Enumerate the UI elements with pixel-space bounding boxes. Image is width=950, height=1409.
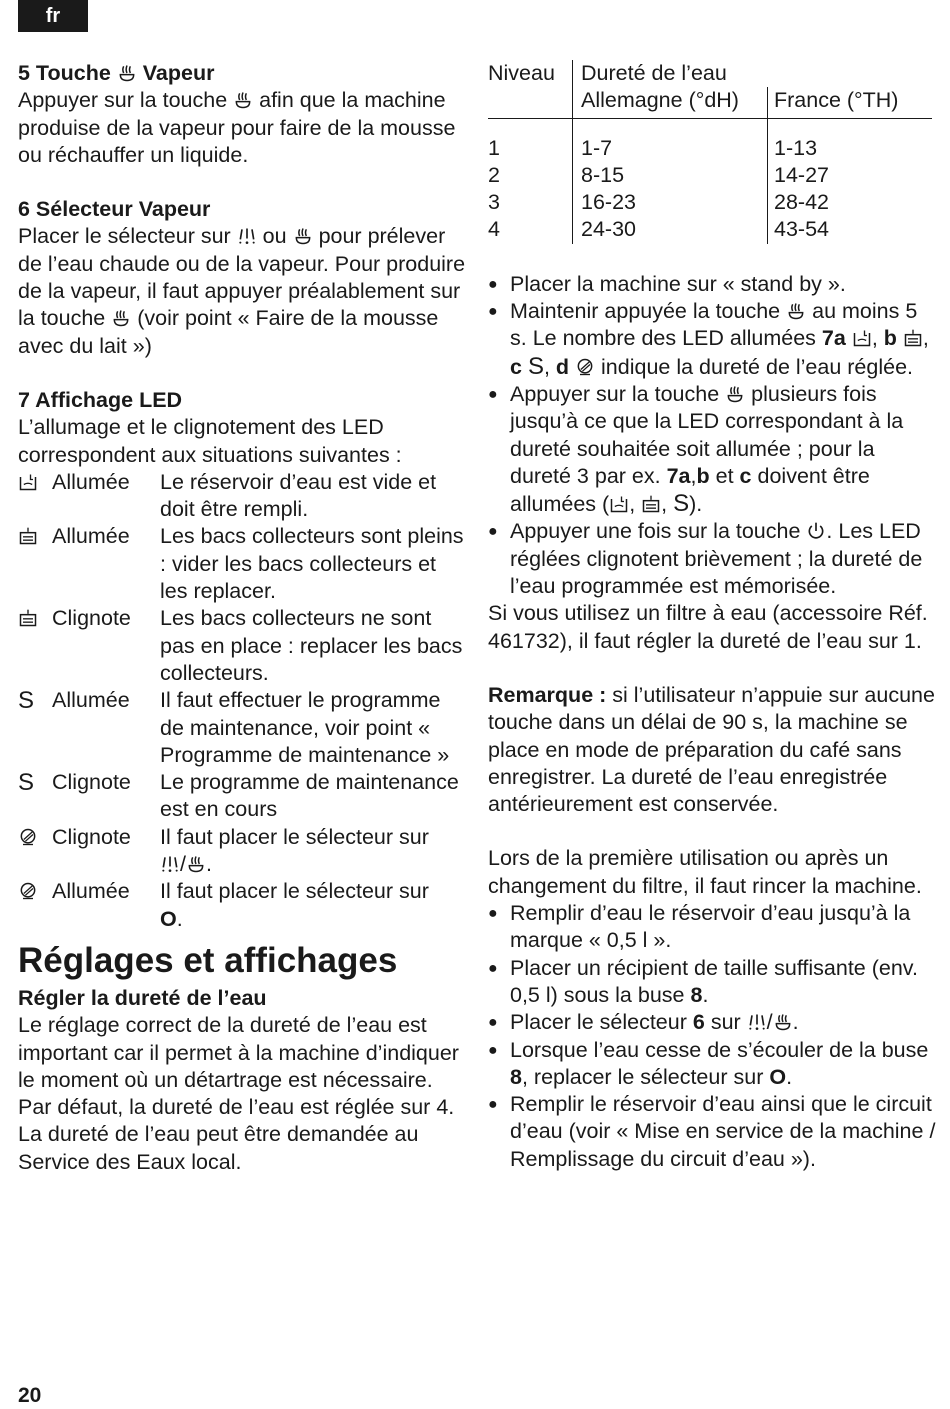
page-number: 20 [18,1384,42,1407]
section-6-title: 6 Sélecteur Vapeur [18,197,211,222]
list-item: ● Maintenir appuyée la touche au moins 5 s. Le nombre des LED allumées 7a , b , c S, d indique la dureté de l’eau réglée. [488,298,936,381]
rinse-steps [488,900,936,1173]
section-heading: Réglages et affichages [18,940,398,980]
led-desc: Il faut placer le sélecteur sur / . [160,824,429,877]
steam-icon [233,90,253,110]
hardness-paragraph: Le réglage correct de la dureté de l’eau est important car il permet à la machine d’indiquer le moment où un détartrage est nécessaire. Par défaut, la dureté de l’eau est réglée sur 4. [18,1013,459,1120]
header-hardness: Dureté de l’eau [581,61,727,85]
hardness-service-paragraph: La dureté de l’eau peut être demandée au Service des Eaux local. [18,1122,419,1174]
led-row [18,469,468,524]
list-item: ● Remplir le réservoir d’eau ainsi que le circuit d’eau (voir « Mise en service de la machine / Remplissage du circuit d’eau »). [488,1091,936,1173]
led-desc: Le programme de maintenance est en cours [160,770,459,822]
water-tank-icon [609,494,629,514]
list-item: ● Lorsque l’eau cesse de s’écouler de la buse 8, replacer le sélecteur sur O. [488,1037,936,1092]
header-level: Niveau [488,60,573,87]
selector-icon [18,827,38,847]
hardness-steps [488,271,936,601]
steam-icon [773,1012,793,1032]
list-item: ● Placer la machine sur « stand by ». [488,271,936,298]
selector-icon [18,881,38,901]
led-row [18,523,468,605]
table-row: 1 1-7 1-13 [488,118,932,162]
first-use-paragraph: Lors de la première utilisation ou après un changement du filtre, il faut rincer la machine. [488,846,922,898]
led-desc: Il faut effectuer le programme de maintenance, voir point « Programme de maintenance » [160,688,450,767]
list-item: ● Appuyer une fois sur la touche . Les LED réglées clignotent brièvement ; la dureté de l’eau programmée est mémorisée. [488,518,936,600]
header-france: France (°TH) [768,87,933,118]
led-row [18,687,468,769]
subsection-title: Régler la dureté de l’eau [18,985,267,1010]
right-column [488,60,936,1173]
left-column [18,60,468,1176]
section-7-title: 7 Affichage LED [18,387,183,412]
table-row: 3 16-23 28-42 [488,189,932,216]
list-item: ● Appuyer sur la touche plusieurs fois jusqu’à ce que la LED correspondant à la dureté souhaitée soit allumée ; pour la dureté 3 par ex. 7a,b et c doivent être allumées ( , , S). [488,381,936,518]
water-tank-icon [852,328,872,348]
steam-icon [111,308,131,328]
language-tab: fr [18,0,88,32]
filter-paragraph: Si vous utilisez un filtre à eau (accessoire Réf. 461732), il faut régler la dureté de l’eau sur 1. [488,601,928,653]
list-item: ● Placer le sélecteur 6 sur / . [488,1009,936,1036]
led-desc: Les bacs collecteurs ne sont pas en place : replacer les bacs collecteurs. [160,606,463,685]
list-item: ● Placer un récipient de taille suffisante (env. 0,5 l) sous la buse 8. [488,955,936,1010]
drip-tray-icon [18,526,38,546]
table-row: 4 24-30 43-54 [488,216,932,243]
selector-icon [575,357,595,377]
drip-tray-icon [641,494,661,514]
led-state: Clignote [52,824,131,849]
led-desc: Le réservoir d’eau est vide et doit être rempli. [160,469,437,522]
drip-tray-icon [903,328,923,348]
remark-paragraph: Remarque : si l’utilisateur n’appuie sur aucune touche dans un délai de 90 s, la machine se place en mode de préparation du café sans enregistrer. La dureté de l’eau enregistrée antérieurement est conservée. [488,682,935,817]
steam-icon [117,63,137,83]
section-7-intro: L’allumage et le clignotement des LED correspondent aux situations suivantes : [18,415,402,467]
led-row [18,605,468,687]
steam-icon [186,854,206,874]
power-icon [806,521,826,541]
led-state: Allumée [52,469,130,494]
steam-icon [293,226,313,246]
water-tank-icon [18,472,38,492]
service-s-icon: S [18,769,35,797]
hardness-table [488,60,932,244]
led-state: Allumée [52,524,130,549]
section-6-body: Placer le sélecteur sur ou pour prélever de l’eau chaude ou de la vapeur. Pour produire de la vapeur, il faut appuyer préalablement sur la touche (voir point « Faire de la mousse avec du lait ») [18,224,466,358]
hot-water-icon [160,854,180,874]
led-desc: Il faut placer le sélecteur sur O. [160,879,429,931]
led-desc: Les bacs collecteurs sont pleins : vider les bacs collecteurs et les replacer. [160,524,464,604]
steam-icon [786,301,806,321]
led-state: Clignote [52,606,131,631]
section-5-body: Appuyer sur la touche afin que la machine produise de la vapeur pour faire de la mousse ou réchauffer un liquide. [18,88,456,167]
hot-water-icon [747,1012,767,1032]
led-state: Clignote [52,770,131,795]
list-item: ● Remplir d’eau le réservoir d’eau jusqu’à la marque « 0,5 l ». [488,900,936,955]
led-row [18,878,468,933]
steam-icon [725,384,745,404]
table-row: 2 8-15 14-27 [488,162,932,189]
hot-water-icon [237,226,257,246]
led-state: Allumée [52,879,130,904]
led-table [18,469,468,933]
led-row [18,824,468,879]
service-s-icon: S [18,687,35,715]
section-5-title: 5 Touche Vapeur [18,61,215,85]
led-state: Allumée [52,688,130,713]
header-germany: Allemagne (°dH) [573,87,768,118]
drip-tray-icon [18,608,38,628]
led-row [18,769,468,824]
